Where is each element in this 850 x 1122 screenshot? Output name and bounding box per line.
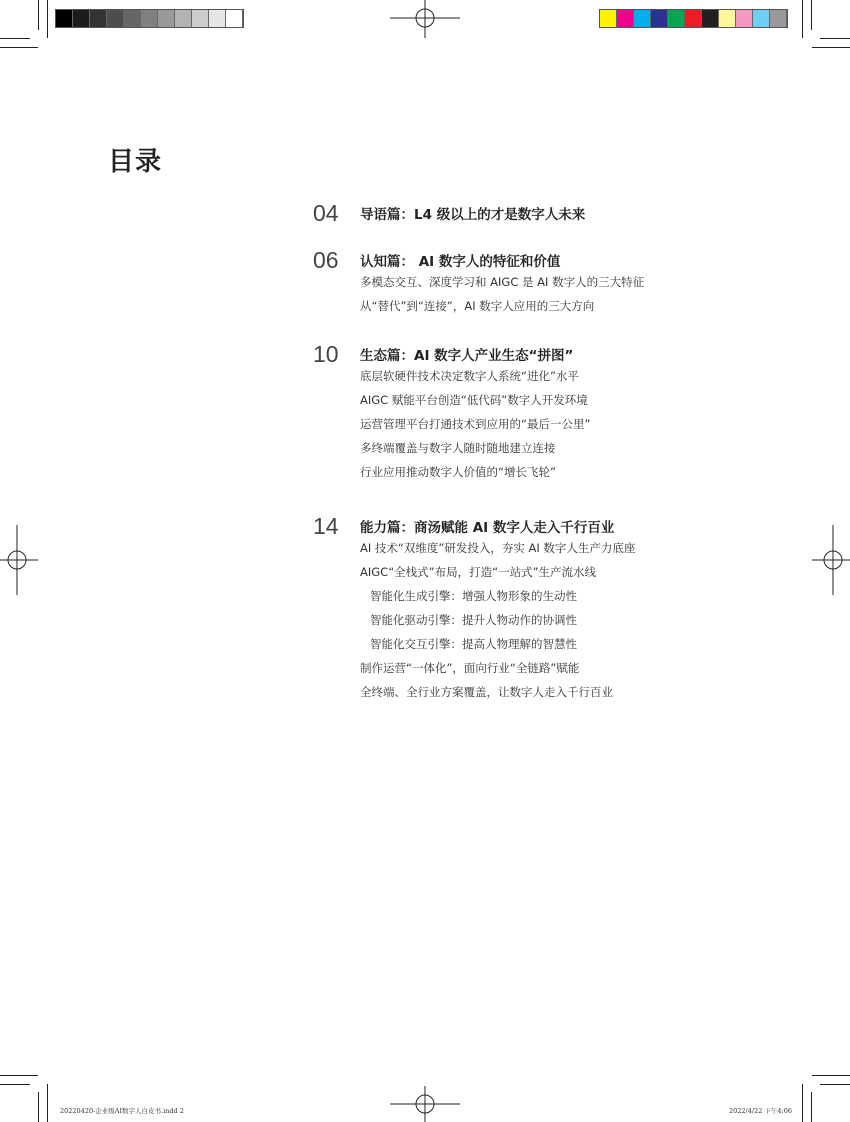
crop-mark [0,1075,38,1076]
gray-swatch [175,10,192,27]
crop-mark [811,0,812,30]
crop-mark [820,1084,850,1085]
section-heading[interactable]: 认知篇： AI 数字人的特征和价值 [360,254,561,270]
gray-swatch [192,10,209,27]
section-items [360,368,590,488]
toc-entry[interactable]: 运营管理平台打通技术到应用的“最后一公里” [360,417,591,431]
toc-entry[interactable]: 全终端、全行业方案覆盖，让数字人走入千行百业 [360,685,613,699]
gray-swatch [226,10,243,27]
section-heading[interactable]: 能力篇：商汤赋能 AI 数字人走入千行百业 [360,520,615,536]
color-swatch [736,10,753,27]
section-heading[interactable]: 导语篇：L4 级以上的才是数字人未来 [360,207,586,223]
gray-swatch [141,10,158,27]
toc-entry[interactable]: 从“替代”到“连接”，AI 数字人应用的三大方向 [360,299,595,313]
color-swatch [685,10,702,27]
print-timestamp: 2022/4/22 下午4:06 [729,1107,792,1115]
section-page-number: 10 [313,341,339,367]
section-page-number: 04 [313,200,339,226]
file-slug: 20220420-企业级AI数字人白皮书.indd 2 [60,1107,184,1115]
toc-entry[interactable]: AI 技术“双维度”研发投入，夯实 AI 数字人生产力底座 [360,541,636,555]
gray-swatch [90,10,107,27]
crop-mark [0,1084,30,1085]
crop-mark [0,38,30,39]
crop-mark [802,1084,803,1122]
section-page-number: 06 [313,247,339,273]
color-swatch [651,10,668,27]
gray-swatch [107,10,124,27]
crop-mark [802,0,803,38]
registration-mark-icon [390,1086,460,1122]
gray-swatch [73,10,90,27]
gray-swatch [158,10,175,27]
color-swatch-bar [599,9,788,28]
toc-entry[interactable]: AIGC 赋能平台创造“低代码”数字人开发环境 [360,393,588,407]
section-heading[interactable]: 生态篇：AI 数字人产业生态“拼图” [360,348,574,364]
toc-subentry[interactable]: 智能化生成引擎：增强人物形象的生动性 [370,589,577,603]
section-items [360,540,635,708]
crop-mark [38,1092,39,1122]
color-swatch [719,10,736,27]
color-swatch [634,10,651,27]
section-page-number: 14 [313,513,339,539]
gray-swatch [209,10,226,27]
color-swatch [600,10,617,27]
crop-mark [811,1092,812,1122]
grayscale-swatch-bar [55,9,244,28]
crop-mark [820,38,850,39]
registration-mark-icon [0,525,38,595]
toc-entry[interactable]: 多终端覆盖与数字人随时随地建立连接 [360,441,556,455]
crop-mark [0,47,38,48]
gray-swatch [56,10,73,27]
toc-entry[interactable]: 多模态交互、深度学习和 AIGC 是 AI 数字人的三大特征 [360,275,645,289]
crop-mark [38,0,39,30]
crop-mark [47,1084,48,1122]
registration-mark-icon [812,525,850,595]
color-swatch [770,10,787,27]
toc-entry[interactable]: AIGC“全栈式”布局，打造“一站式”生产流水线 [360,565,597,579]
section-items [360,274,644,322]
color-swatch [702,10,719,27]
registration-mark-icon [390,0,460,38]
toc-entry[interactable]: 制作运营“一体化”，面向行业“全链路”赋能 [360,661,580,675]
gray-swatch [124,10,141,27]
page-title: 目录 [108,147,163,177]
color-swatch [753,10,770,27]
color-swatch [617,10,634,27]
toc-entry[interactable]: 行业应用推动数字人价值的“增长飞轮” [360,465,556,479]
crop-mark [812,47,850,48]
color-swatch [668,10,685,27]
crop-mark [812,1075,850,1076]
toc-subentry[interactable]: 智能化驱动引擎：提升人物动作的协调性 [370,613,577,627]
toc-entry[interactable]: 底层软硬件技术决定数字人系统“进化”水平 [360,369,579,383]
toc-subentry[interactable]: 智能化交互引擎：提高人物理解的智慧性 [370,637,577,651]
crop-mark [47,0,48,38]
